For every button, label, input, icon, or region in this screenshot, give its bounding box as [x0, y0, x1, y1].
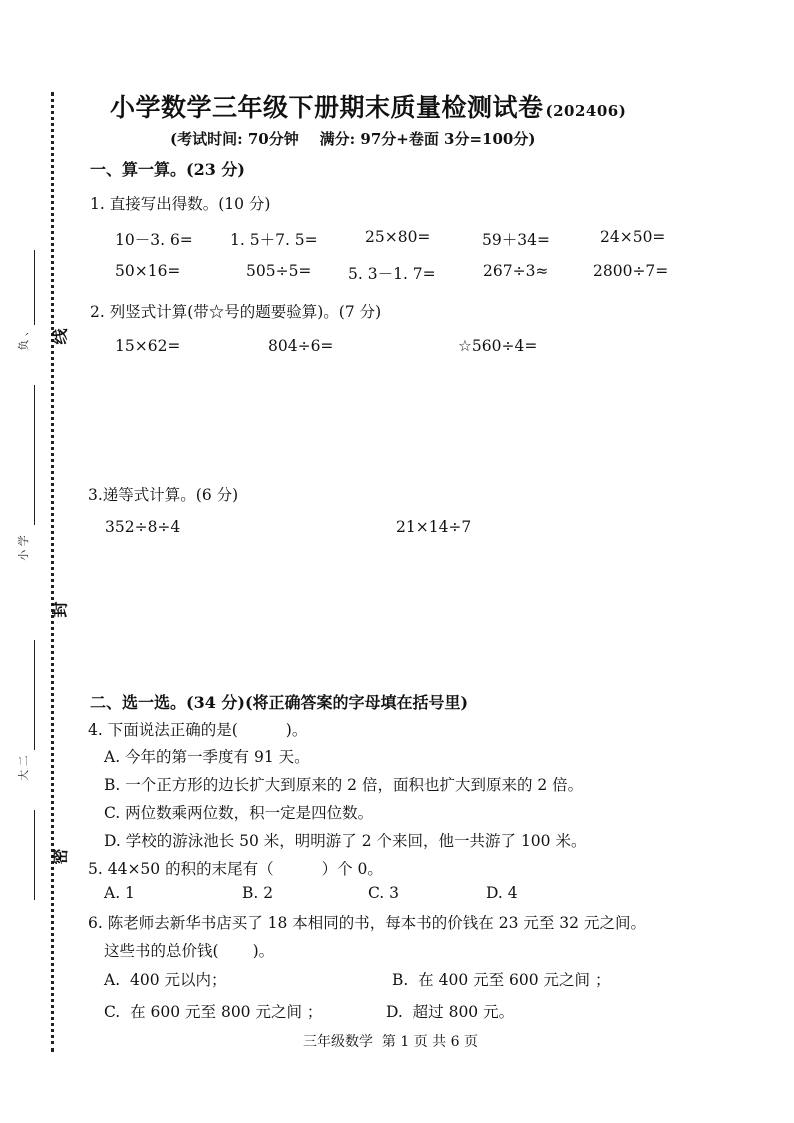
q6-stem-end: )。 [252, 942, 275, 960]
page-title [110, 88, 626, 124]
q3-item: 21×14÷7 [396, 518, 472, 536]
q6-option-c: C. 在 600 元至 800 元之间 ； [104, 1003, 323, 1021]
q1-label: 1. 直接写出得数。(10 分) [90, 195, 271, 213]
binding-char-line: 线 [50, 328, 70, 345]
q1-item: 267÷3≈ [483, 262, 549, 280]
q1-item: 2800÷7= [593, 262, 669, 280]
q5-stem-text: 5. 44×50 的积的末尾有（ [88, 860, 274, 878]
q1-item: 50×16= [115, 262, 181, 280]
binding-dotted-line [51, 92, 54, 1052]
margin-mark-2: 小 学 [16, 535, 30, 561]
q6-option-a: A. 400 元以内； [104, 971, 227, 989]
margin-mark-3: 大 二 [16, 755, 30, 781]
q5-option-d: D. 4 [486, 884, 518, 902]
q1-item: 25×80= [365, 228, 431, 246]
q4-option-b: B. 一个正方形的边长扩大到原来的 2 倍，面积也扩大到原来的 2 倍。 [104, 776, 584, 794]
q2-item: 15×62= [115, 337, 181, 355]
q1-item: 5. 3－1. 7= [348, 265, 436, 283]
q5-stem-end: ）个 0。 [321, 860, 383, 878]
q6-stem-text: 这些书的总价钱( [104, 942, 219, 960]
margin-rule-4 [34, 810, 35, 900]
q2-item: ☆560÷4= [458, 337, 538, 355]
q1-item: 505÷5= [246, 262, 312, 280]
q4-stem-end: )。 [285, 721, 308, 739]
q4-option-a: A. 今年的第一季度有 91 天。 [104, 748, 310, 766]
q5-option-c: C. 3 [368, 884, 400, 902]
q2-item: 804÷6= [268, 337, 334, 355]
exam-info: (考试时间: 70分钟 满分: 97分+卷面 3分=100分) [170, 130, 536, 148]
q5-option-b: B. 2 [242, 884, 274, 902]
margin-mark-1: 负 、 [16, 325, 30, 351]
q1-item: 59＋34= [482, 231, 550, 249]
title-year: (202406) [545, 102, 627, 120]
q4-stem-text: 4. 下面说法正确的是( [88, 721, 238, 739]
binding-char-secret: 密 [50, 848, 70, 865]
q1-item: 10－3. 6= [115, 231, 193, 249]
page-footer: 三年级数学 第 1 页 共 6 页 [303, 1034, 478, 1050]
margin-rule-3 [34, 640, 35, 750]
binding-char-seal: 封 [50, 601, 70, 618]
q1-item: 1. 5＋7. 5= [230, 231, 318, 249]
q4-option-d: D. 学校的游泳池长 50 米，明明游了 2 个来回，他一共游了 100 米。 [104, 832, 587, 850]
q6-option-d: D. 超过 800 元。 [386, 1003, 515, 1021]
q3-item: 352÷8÷4 [105, 518, 181, 536]
q2-label: 2. 列竖式计算(带☆号的题要验算)。(7 分) [90, 303, 382, 321]
q5-option-a: A. 1 [104, 884, 135, 902]
q4-stem [88, 718, 307, 740]
q4-option-c: C. 两位数乘两位数，积一定是四位数。 [104, 804, 374, 822]
q6-stem-line2 [104, 939, 274, 961]
q5-stem [88, 857, 383, 879]
q6-stem: 6. 陈老师去新华书店买了 18 本相同的书，每本书的价钱在 23 元至 32 元之间。 [88, 914, 646, 932]
q3-label: 3.递等式计算。(6 分) [88, 486, 239, 504]
q6-option-b: B. 在 400 元至 600 元之间 ； [392, 971, 611, 989]
margin-rule-2 [34, 385, 35, 525]
q1-item: 24×50= [600, 228, 666, 246]
section2-heading: 二、选一选。(34 分)(将正确答案的字母填在括号里) [90, 693, 469, 712]
title-text: 小学数学三年级下册期末质量检测试卷 [110, 93, 544, 122]
margin-rule-1 [34, 250, 35, 325]
section1-heading: 一、算一算。(23 分) [90, 160, 245, 179]
